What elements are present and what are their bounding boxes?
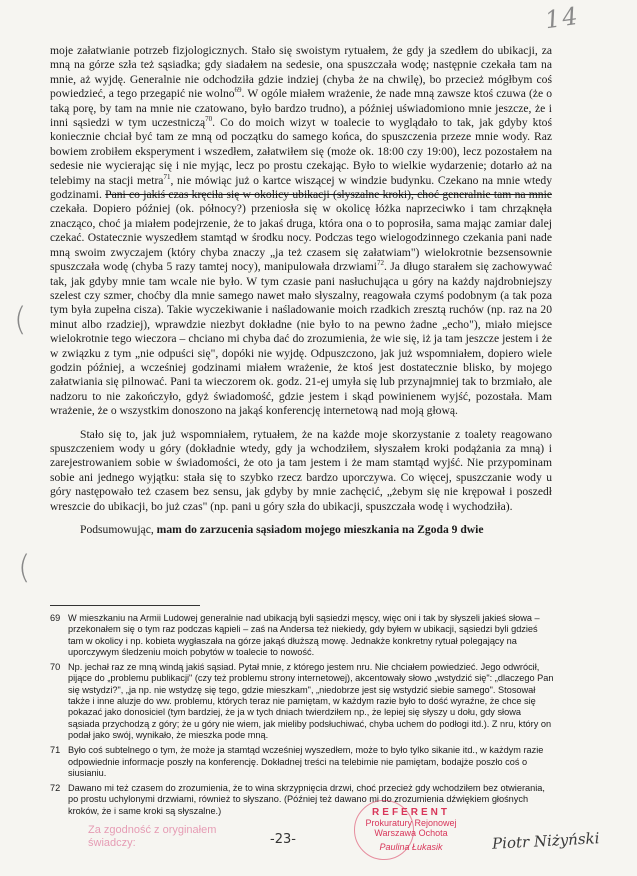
- footnote-ref: 69: [234, 86, 242, 95]
- bold-text: mam do zarzucenia sąsiadom mojego mieszkania na Zgoda 9 dwie: [156, 523, 484, 536]
- footnote-separator: [50, 605, 200, 606]
- text-run: moje załatwianie potrzeb fizjologicznych. Stało się swoistym rytuałem, że gdy ja szedłem do ubikacji, za mną na górze szła też sąsiadka; gdy siadałem na sedesie, ona spuszczała wodę; następnie czekała tam na mnie, aż wyjdę. Generalnie nie odchodziła gdzie indziej (chyba że na chwilę), bo przecież mógłbym coś powiedzieć, a tego przegapić nie wolno: [50, 44, 552, 101]
- main-text: [50, 44, 552, 537]
- footnote-ref: 71: [163, 172, 171, 181]
- text-run: . Ja długo starałem się zachowywać tak, jak gdyby mnie tam wcale nie było. W tym czasie pani nasłuchująca u góry na każdy najdrobniejszy szelest czy szmer, choćby dla mnie samego nawet mało słyszalny, reagowała czymś podobnym (a tak poza tym była zupełna cisza). Takie wyczekiwanie i naśladowanie moich rzadkich zresztą ruchów (np. raz na 20 minut albo rzadziej), wprawdzie niezbyt dokładne (nie było to na pewno żadne „echo"), miało miejsce wielokrotnie tego wieczora – chciano mi chyba dać do zrozumienia, że wie się, iż ja tam jeszcze jestem i że w związku z tym „nie odpuści się", dopóki nie wyjdę. Odpuszczono, jak już wspomniałem, dopiero wiele godzin później, a wcześniej godzinami miałem wrażenie, że ktoś jest dostatecznie blisko, by mojego załatwiania się pilnować. Pani ta wieczorem ok. godz. 21-ej umyła się lub przynajmniej tak to brzmiało, ale nadzoru to nie zakończyło, gdyż świadomość, gdzie jestem i skąd powinienem wyjść, pozostała. Mam wrażenie, że o wszystkim donoszono na jakąś konferencję internetową nad moją głową.: [50, 260, 552, 418]
- footnote-text: W mieszkaniu na Armii Ludowej generalnie nad ubikacją byli sąsiedzi męscy, więc oni i tak by słyszeli jakieś słowa – przekonałem się o tym raz podczas kąpieli – zaś na Andersa też niekiedy, gdy byłem w ubikacji, sąsiedzi byli gdzieś tam w okolicy i np. kobieta wygłaszała na górze jakąś dłuższą mowę. Jednakże konkretny rytuał polegający na uporczywym śledzeniu moich pobytów w toalecie to nowość.: [68, 613, 540, 657]
- text-run: . Co do moich wizyt w toalecie to wyglądało to tak, jak gdyby ktoś koniecznie chciał być tam ze mną od początku do samego końca, do spuszczenia przeze mnie wody. Raz bowiem zrobiłem eksperyment i wszedłem, załatwiłem się (może ok. 18:00 czy 19:00), lecz pozostałem na sedesie nie wycierając się i nie myjąc, lecz po prostu czekając. Było to wielkie wydarzenie; dotarło aż na telebimy na stacji metra: [50, 116, 552, 187]
- footnote-number: 71: [50, 745, 61, 756]
- footnote-ref: 70: [205, 115, 213, 124]
- official-stamp: [356, 808, 466, 870]
- margin-bracket-mark: (: [18, 548, 31, 586]
- certification-stamp-text: Za zgodność z oryginałem świadczy:: [88, 824, 217, 849]
- text-run: Stało się to, jak już wspomniałem, rytuałem, że na każde moje skorzystanie z toalety reagowano spuszczeniem wody u góry (dokładnie wtedy, gdy ja wchodziłem, słyszałem kroki podążania za mną) i zarejestrowaniem sobie w świadomości, że oto ja tam jestem i że mam stamtąd wyjść. Nie przypominam sobie ani jednego wyjątku: stała się to szybko rzecz bardzo uporczywa. Co więcej, spuszczanie wody u góry następowało też czasem bez sensu, jak gdyby by mnie zachęcić, „żebym się nie krępował i poszedł wreszcie do ubikacji, bo już czas" (np. pani u góry szła do ubikacji, spuszczała wodę i wychodziła).: [50, 427, 552, 513]
- stamp-line: Prokuratury Rejonowej: [365, 818, 457, 828]
- footnote-text: Np. jechał raz ze mną windą jakiś sąsiad. Pytał mnie, z którego jestem nru. Nie chciałem powiedzieć. Jego odwrócił, pijące do „problemu publikacji" (czy też problemu strony internetowej), akcentowały słowo „wstydzić się": „dlaczego Pan się wstydzi?", „ja np. nie wstydzę się tego, gdzie mieszkam", „niedobrze jest się wstydzić siebie samego". Stosował także i inne aluzje do ww. problemu, których teraz nie pamiętam, w każdym razie było to dość wyraźne, że chce się pokazać jako donosiciel (tym bardziej, że ja w tych dniach twierdziłem np., że lepiej się słyszy u dołu, gdy słowa sąsiada przychodzą z góry; że u góry nie wiem, jak mieliby podsłuchiwać, chyba uchem do podłogi itd.). Z nru, który on podał jako swój, wynikało, że mieszka pode mną.: [68, 662, 554, 740]
- footnotes: [50, 613, 555, 821]
- stamp-title: REFERENT: [372, 807, 450, 818]
- handwritten-page-number: 14: [543, 1, 582, 35]
- text-run: , nie mówiąc już o kartce wiszącej w windzie budynku. Czekano na mnie wtedy godzinami.: [50, 173, 552, 202]
- text-run: . W ogóle miałem wrażenie, że nade mną zawsze ktoś czuwa (że o taką porę, by tam na mnie nie czatowano, było bardzo trudno), a później uświadomiono mnie jeszcze, że i inni sąsiedzi w tym uczestniczą: [50, 87, 553, 130]
- footnote: [50, 662, 555, 741]
- paragraph-3: [50, 523, 552, 537]
- footnote-text: Było coś subtelnego o tym, że może ja stamtąd wcześniej wyszedłem, może to było tylko sikanie itd., w każdym razie odpowiednie informacje poszły na konferencję. Dokładnej treści na telebimie nie pamiętam, bodajże poszło coś o siusianiu.: [68, 745, 544, 778]
- handwritten-signature: Piotr Niżyński: [491, 829, 600, 853]
- text-run: czekała. Dopiero później (ok. północy?) przeniosła się w okolicę łóżka naprzeciwko i tam chrząknęła znacząco, choć ja miałem podejrzenie, że to jakaś druga, która ona o to poprosiła, sama mając zamiar dalej czekać. Ostatecznie wyszedłem stamtąd w środku nocy. Podczas tego wielogodzinnego czekania pani nade mną swoim zwyczajem (który chyba znaczy „ja też czasem się załatwiam") wielokrotnie bezsensownie spuszczała wodę (chyba 5 razy tamtej nocy), manipulowała drzwiami: [50, 202, 552, 274]
- footnote: [50, 783, 555, 817]
- footnote: [50, 613, 555, 658]
- paragraph-1: [50, 44, 552, 419]
- footnote-number: 69: [50, 613, 61, 623]
- footnote-ref: 72: [376, 259, 384, 268]
- footnote-number: 72: [50, 783, 61, 794]
- stamp-line: Warszawa Ochota: [374, 828, 448, 838]
- struck-text: Pani co jakiś czas kręciła się w okolicy ubikacji (słyszalne kroki), choć generalnie tam na mnie: [105, 188, 552, 202]
- text-run: Podsumowując,: [80, 523, 157, 536]
- footnote: [50, 745, 555, 779]
- page-number: -23-: [270, 832, 296, 847]
- footnote-number: 70: [50, 662, 61, 673]
- stamp-signatory: Paulina Łukasik: [379, 842, 443, 852]
- paragraph-2: [50, 428, 552, 514]
- margin-bracket-mark: (: [14, 300, 27, 338]
- footnote-text: Dawano mi też czasem do zrozumienia, że to wina skrzypnięcia drzwi, choć przecież gdy wchodziłem bez otwierania, po prostu uchylonymi drzwiami, również to słyszano. (Później też dawano mi do zrozumienia dźwiękiem głośnych kroków, że i same kroki są słyszalne.): [68, 783, 545, 816]
